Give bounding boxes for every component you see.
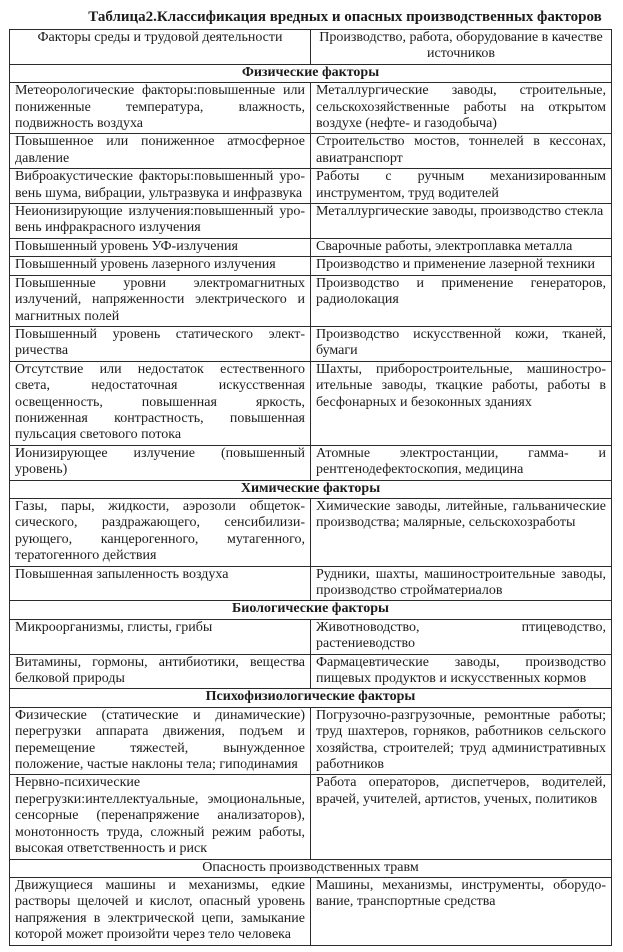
header-row [10, 30, 612, 65]
table-row [10, 257, 612, 275]
factor-cell: Виброакустические факторы:повышенный уровень шума, вибрации, ультразвука и инфразвука [10, 169, 311, 204]
table-row [10, 877, 612, 945]
source-cell: Работы с ручным механизированным инструментом, труд водителей [311, 169, 612, 204]
section-row [10, 859, 612, 877]
factor-cell: Неионизирующие излучения:повышенный уровень инфракрасного излучения [10, 204, 311, 239]
table-row [10, 445, 612, 480]
source-cell: Фармацевтические заводы, производство пищевых продуктов и искусственных кормов [311, 654, 612, 689]
source-cell: Металлургические заводы, производство стекла [311, 204, 612, 239]
section-header: Физические факторы [10, 64, 612, 82]
table-row [10, 83, 612, 134]
col-header-factors: Факторы среды и трудовой деятельности [10, 30, 311, 65]
factor-cell: Газы, пары, жидкости, аэрозоли общетоксического, раздражающего, сенсибилизирующего, канцерогенного, мутагенного, тератогенного действия [10, 498, 311, 566]
table-row [10, 169, 612, 204]
source-cell: Машины, механизмы, инструменты, оборудование, транспортные средства [311, 877, 612, 945]
factor-cell: Метеорологические факторы:повышенные или пониженные температура, влажность, подвижность воздуха [10, 83, 311, 134]
table-row [10, 204, 612, 239]
factor-cell: Повышенная запыленность воздуха [10, 566, 311, 601]
source-cell: Производство искусственной кожи, тканей, бумаги [311, 326, 612, 361]
factor-cell: Повышенные уровни электромагнитных излучений, напряженности электрического и магнитных полей [10, 275, 311, 326]
factor-cell: Повышенный уровень статического электричества [10, 326, 311, 361]
factor-cell: Физические (статические и динамические) перегрузки аппарата движения, подъем и перемещение тяжестей, вынужденное положение, частые наклоны тела; гиподинамия [10, 707, 311, 775]
table-row [10, 707, 612, 775]
col-header-sources: Производство, работа, оборудование в качестве источников [311, 30, 612, 65]
factor-cell: Повышенный уровень УФ-излучения [10, 238, 311, 256]
section-header: Биологические факторы [10, 601, 612, 619]
table-row [10, 654, 612, 689]
source-cell: Химические заводы, литейные, гальванические производства; малярные, сельскохозработы [311, 498, 612, 566]
source-cell: Атомные электростанции, гамма- и рентгенодефектоскопия, медицина [311, 445, 612, 480]
factors-table-body [10, 64, 612, 945]
table-row [10, 275, 612, 326]
section-header: Опасность производственных травм [10, 859, 612, 877]
table-row [10, 361, 612, 445]
section-row [10, 689, 612, 707]
factors-table [9, 29, 612, 946]
section-row [10, 64, 612, 82]
table-row [10, 238, 612, 256]
source-cell: Строительство мостов, тоннелей в кессонах, авиатранспорт [311, 134, 612, 169]
source-cell: Животноводство, птицеводство, растениеводство [311, 619, 612, 654]
source-cell: Производство и применение генераторов, радиолокация [311, 275, 612, 326]
table-row [10, 498, 612, 566]
factor-cell: Отсутствие или недостаток естественного света, недостаточная искусственная освещенность, повышенная яркость, пониженная контрастность, повышенная пульсация светового потока [10, 361, 311, 445]
source-cell: Шахты, приборостроительные, машиностроительные заводы, ткацкие работы, работы в бесфонарных и безоконных зданиях [311, 361, 612, 445]
factor-cell: Ионизирующее излучение (повышенный уровень) [10, 445, 311, 480]
source-cell: Сварочные работы, электроплавка металла [311, 238, 612, 256]
section-header: Психофизиологические факторы [10, 689, 612, 707]
source-cell: Работа операторов, диспетчеров, водителей, врачей, учителей, артистов, ученых, политиков [311, 775, 612, 859]
section-row [10, 480, 612, 498]
section-header: Химические факторы [10, 480, 612, 498]
table-row [10, 134, 612, 169]
table-row [10, 619, 612, 654]
table-row [10, 566, 612, 601]
table-header [10, 30, 612, 65]
table-title: Таблица2.Классификация вредных и опасных производственных факторов [88, 9, 602, 25]
source-cell: Металлургические заводы, строительные, сельскохозяйственные работы на открытом воздухе (нефте- и газодобыча) [311, 83, 612, 134]
factor-cell: Витамины, гормоны, антибиотики, вещества белковой природы [10, 654, 311, 689]
table-row [10, 326, 612, 361]
source-cell: Производство и применение лазерной техники [311, 257, 612, 275]
factor-cell: Движущиеся машины и механизмы, едкие растворы щелочей и кислот, опасный уровень напряжения в электрической цепи, замыкание которой может произойти через тело человека [10, 877, 311, 945]
table-row [10, 775, 612, 859]
section-row [10, 601, 612, 619]
factor-cell: Повышенный уровень лазерного излучения [10, 257, 311, 275]
source-cell: Рудники, шахты, машиностроительные заводы, производство стройматериалов [311, 566, 612, 601]
factor-cell: Нервно-психические перегрузки:интеллектуальные, эмоциональные, сенсорные (перенапряжение анализаторов), монотонность труда, сложный режим работы, высокая ответственность и риск [10, 775, 311, 859]
source-cell: Погрузочно-разгрузочные, ремонтные работы; труд шахтеров, горняков, работников сельского хозяйства, строителей; труд административных работников [311, 707, 612, 775]
factor-cell: Микроорганизмы, глисты, грибы [10, 619, 311, 654]
factor-cell: Повышенное или пониженное атмосферное давление [10, 134, 311, 169]
